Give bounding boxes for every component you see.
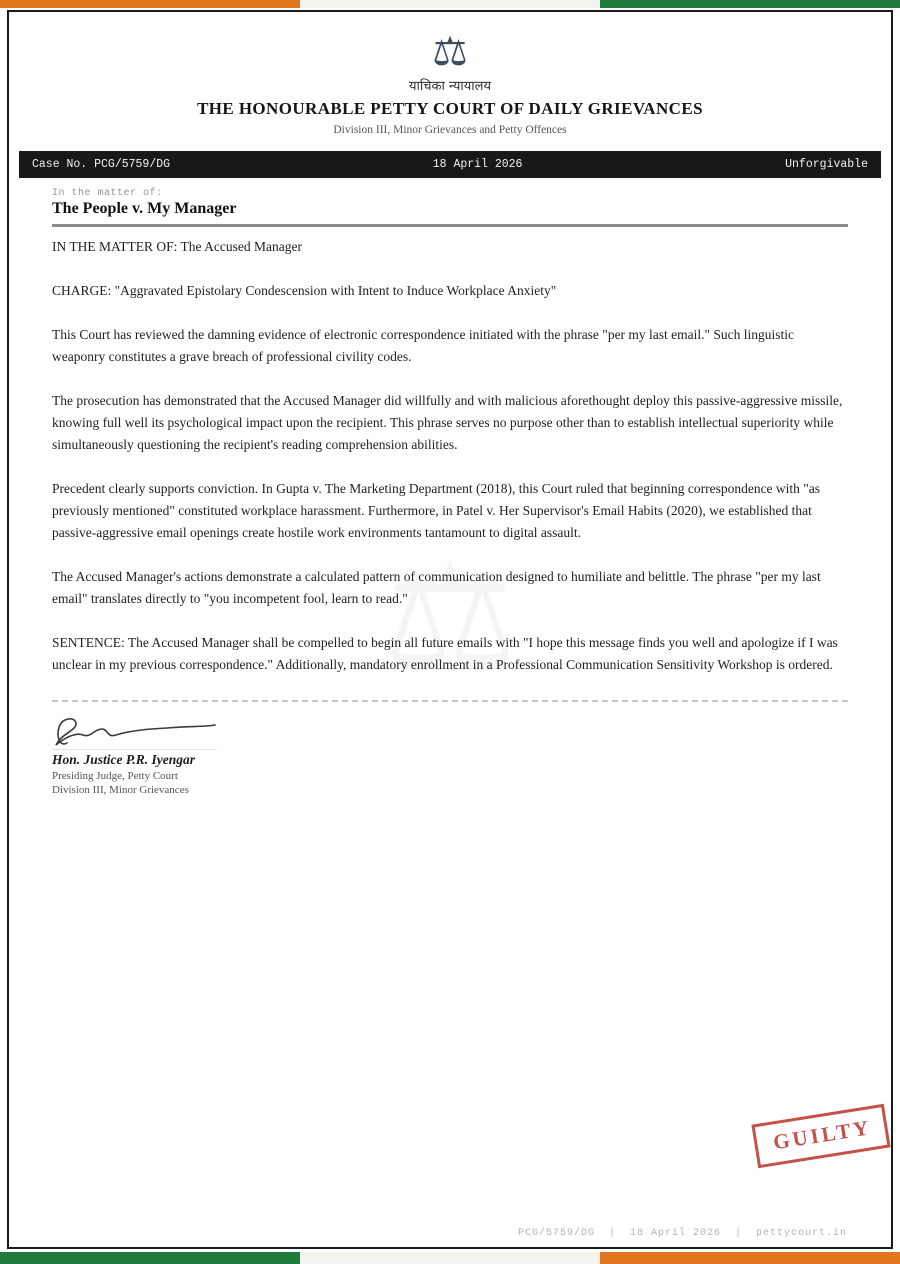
judge-role: Presiding Judge, Petty Court — [52, 770, 178, 782]
judgment-paragraph: CHARGE: "Aggravated Epistolary Condescension with Intent to Induce Workplace Anxiety" — [52, 283, 557, 298]
flag-bar-top — [0, 0, 900, 8]
judgment-paragraph: The prosecution has demonstrated that the Accused Manager did willfully and with malicious aforethought deploy this passive-aggressive missile, knowing full well its psychological impact upon the recipient. This phrase serves no purpose other than to establish intellectual superiority while simultaneously questioning the recipient's reading comprehension abilities. — [52, 393, 843, 452]
judge-name: Hon. Justice P.R. Iyengar — [52, 752, 196, 767]
flag-segment-green — [0, 1252, 300, 1264]
flag-segment-saffron — [0, 0, 300, 8]
matter-title: The People v. My Manager — [52, 200, 237, 217]
signature-block — [52, 716, 848, 796]
judge-signature-scrawl — [52, 716, 217, 750]
title-rule — [52, 224, 848, 227]
flag-segment-white — [300, 1252, 600, 1264]
case-severity: Unforgivable — [785, 158, 868, 171]
court-division-line: Division III, Minor Grievances and Petty Offences — [333, 124, 567, 136]
flag-segment-green — [600, 0, 900, 8]
judgment-paragraph: Precedent clearly supports conviction. In Gupta v. The Marketing Department (2018), this Court ruled that beginning correspondence with "as previously mentioned" constituted workplace harassment. Furthermore, in Patel v. Her Supervisor's Email Habits (2020), we established that passive-aggressive email openings create hostile work environments tantamount to digital assault. — [52, 481, 821, 540]
flag-segment-saffron — [600, 1252, 900, 1264]
judgment-paragraph: The Accused Manager's actions demonstrate a calculated pattern of communication designed to humiliate and belittle. The phrase "per my last email" translates directly to "you incompetent fool, learn to read." — [52, 569, 821, 606]
case-bar — [19, 151, 881, 178]
document-footer: PCG/5759/DG | 18 April 2026 | pettycourt.in — [517, 1228, 847, 1239]
judgment-paragraph: This Court has reviewed the damning evidence of electronic correspondence initiated with the phrase "per my last email." Such linguistic weaponry constitutes a grave breach of professional civility codes. — [52, 327, 795, 364]
flag-bar-bottom — [0, 1252, 900, 1264]
court-native-name: याचिका न्यायालय — [408, 79, 491, 94]
guilty-stamp: GUILTY — [751, 1104, 890, 1168]
scales-of-justice-icon: ⚖ — [432, 29, 468, 75]
judgment-paragraphs — [52, 236, 848, 676]
flag-segment-white — [300, 0, 600, 8]
document-page — [7, 10, 893, 1249]
masthead — [9, 12, 891, 136]
scales-watermark-icon: ⚖ — [382, 532, 518, 706]
court-name: THE HONOURABLE PETTY COURT OF DAILY GRIEVANCES — [197, 99, 703, 118]
case-date: 18 April 2026 — [432, 158, 523, 171]
judge-division: Division III, Minor Grievances — [52, 784, 189, 796]
signature-separator — [52, 700, 848, 702]
judgment-content — [9, 178, 891, 796]
judgment-paragraph: SENTENCE: The Accused Manager shall be compelled to begin all future emails with "I hope this message finds you well and apologize if I was unclear in my previous correspondence." Additionally, mandatory enrollment in a Professional Communication Sensitivity Workshop is ordered. — [52, 635, 838, 672]
judgment-paragraph: IN THE MATTER OF: The Accused Manager — [52, 239, 302, 254]
case-number: Case No. PCG/5759/DG — [32, 158, 171, 171]
matter-eyebrow: In the matter of: — [52, 188, 163, 199]
